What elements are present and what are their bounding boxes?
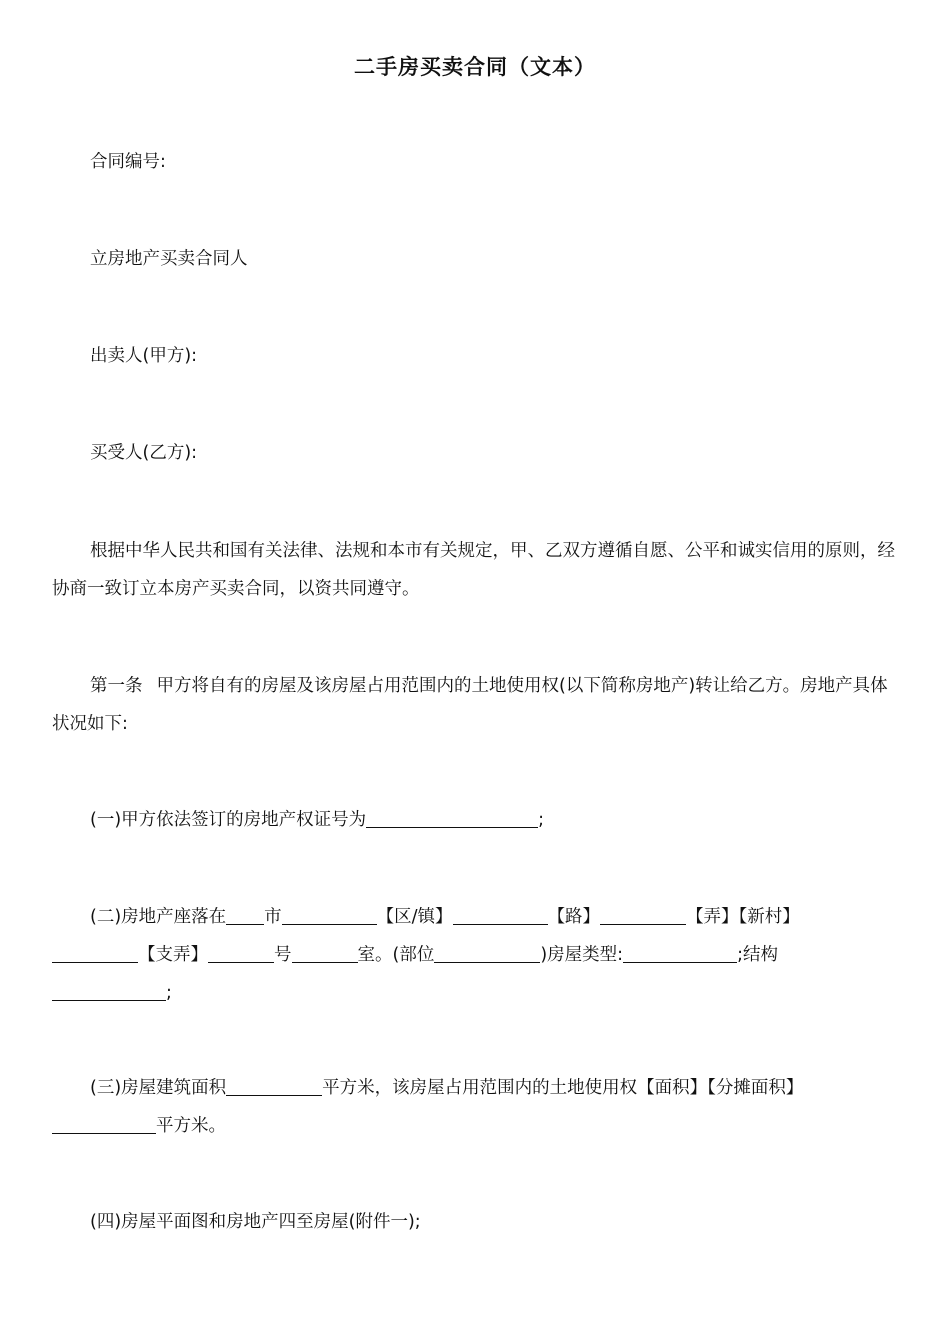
item-2-end: ; <box>166 983 172 1003</box>
buyer-label: 买受人(乙方): <box>90 443 198 463</box>
location-blank <box>434 942 540 962</box>
contract-number-label: 合同编号: <box>90 152 166 172</box>
road-blank <box>453 904 548 924</box>
item-3-mid: 平方米，该房屋占用范围内的土地使用权【面积】【分摊面积】 <box>322 1078 804 1098</box>
property-certificate-blank <box>366 807 538 827</box>
house-type-blank <box>623 942 737 962</box>
item-3-paragraph <box>52 1069 842 1145</box>
item-3-suffix: 平方米。 <box>156 1116 226 1136</box>
village-blank <box>52 942 138 962</box>
item-2-district: 【区/镇】 <box>376 907 453 927</box>
lane-blank <box>600 904 686 924</box>
item-2-structure: ;结构 <box>737 945 778 965</box>
article-1-text: 甲方将自有的房屋及该房屋占用范围内的土地使用权(以下简称房地产)转让给乙方。房地产具体状况如下: <box>52 676 888 734</box>
land-area-blank <box>52 1113 156 1133</box>
district-blank <box>282 904 377 924</box>
item-2-room: 室。(部位 <box>357 945 435 965</box>
item-1-suffix: ; <box>538 810 545 830</box>
item-2-house-type: )房屋类型: <box>540 945 624 965</box>
item-4-paragraph: (四)房屋平面图和房地产四至房屋(附件一); <box>90 1212 421 1232</box>
building-area-blank <box>226 1075 322 1095</box>
city-blank <box>226 904 264 924</box>
branch-lane-blank <box>208 942 274 962</box>
item-2-paragraph <box>52 898 852 1012</box>
item-1-paragraph <box>52 801 900 839</box>
contract-title: 二手房买卖合同（文本） <box>354 55 596 79</box>
house-number-blank <box>292 942 358 962</box>
item-2-lane-village: 【弄】【新村】 <box>686 907 800 927</box>
item-3-prefix: (三)房屋建筑面积 <box>90 1078 227 1098</box>
preamble-paragraph: 根据中华人民共和国有关法律、法规和本市有关规定，甲、乙双方遵循自愿、公平和诚实信用的原则，经协商一致订立本房产买卖合同，以资共同遵守。 <box>52 541 895 599</box>
seller-label: 出卖人(甲方): <box>90 346 198 366</box>
article-1-number: 第一条 <box>90 676 143 696</box>
structure-blank <box>52 980 166 1000</box>
parties-heading: 立房地产买卖合同人 <box>90 249 248 269</box>
item-2-prefix: (二)房地产座落在 <box>90 907 227 927</box>
item-2-branch-lane: 【支弄】 <box>138 945 208 965</box>
item-2-city: 市 <box>264 907 282 927</box>
article-1-paragraph <box>52 667 900 743</box>
item-2-road: 【路】 <box>547 907 601 927</box>
item-1-prefix: (一)甲方依法签订的房地产权证号为 <box>90 810 367 830</box>
item-2-number: 号 <box>274 945 292 965</box>
